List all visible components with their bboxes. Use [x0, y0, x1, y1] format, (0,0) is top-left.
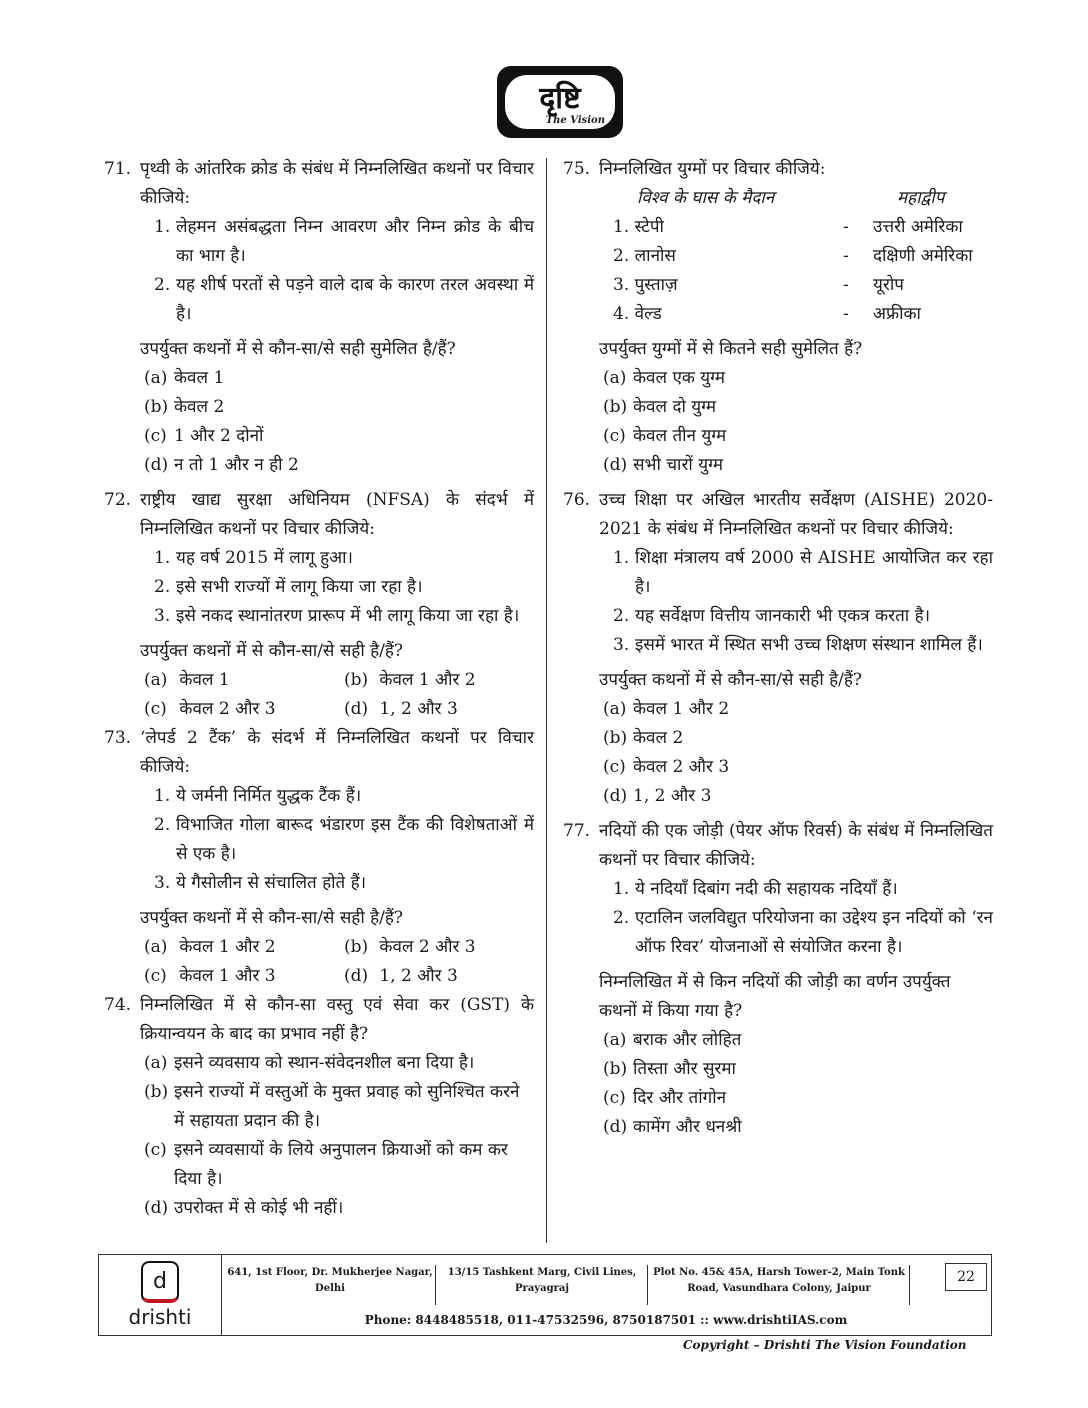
question-number: 76.	[563, 490, 591, 510]
column-heading: महाद्वीप	[897, 188, 945, 208]
option: (d) 1, 2 और 3	[344, 699, 458, 719]
question-71	[104, 155, 534, 213]
statement: 3. इसे नकद स्थानांतरण प्रारूप में भी लागू किया जा रहा है।	[154, 606, 520, 626]
question-77	[563, 817, 993, 875]
question-text: ‘लेपर्ड 2 टैंक’ के संदर्भ में निम्नलिखित कथनों पर विचार कीजिये:	[140, 728, 534, 777]
question-76	[563, 486, 993, 544]
address-delhi: 641, 1st Floor, Dr. Mukherjee Nagar, Delhi	[225, 1265, 436, 1305]
question-text: राष्ट्रीय खाद्य सुरक्षा अधिनियम (NFSA) के संदर्भ में निम्नलिखित कथनों पर विचार कीजिये:	[140, 490, 534, 539]
pairs-header	[563, 184, 993, 213]
column-divider	[546, 158, 547, 1243]
question-72	[104, 486, 534, 544]
statement: 1. यह वर्ष 2015 में लागू हुआ।	[154, 548, 353, 568]
address-jaipur: Plot No. 45& 45A, Harsh Tower-2, Main Tonk Road, Vasundhara Colony, Jaipur	[649, 1265, 910, 1305]
statement: 1. ये नदियाँ दिबांग नदी की सहायक नदियाँ हैं।	[613, 879, 898, 899]
option: (c) केवल 2 और 3	[603, 757, 730, 777]
question-74	[104, 991, 534, 1049]
pair-row: 3. पुस्ताज़ - यूरोप	[613, 275, 904, 295]
question-number: 75.	[563, 159, 591, 179]
statement: 2. यह शीर्ष परतों से पड़ने वाले दाब के कारण तरल अवस्था में है।	[154, 275, 534, 324]
question-ask: उपर्युक्त कथनों में से कौन-सा/से सही सुमेलित है/हैं?	[140, 339, 456, 359]
option: (d) सभी चारों युग्म	[603, 455, 724, 475]
option: (a) इसने व्यवसाय को स्थान-संवेदनशील बना दिया है।	[144, 1053, 475, 1073]
option: (c) केवल तीन युग्म	[603, 426, 727, 446]
drishti-logo	[497, 66, 623, 138]
option: (b) केवल दो युग्म	[603, 397, 717, 417]
question-75	[563, 155, 993, 184]
option: (d) 1, 2 और 3	[603, 786, 712, 806]
drishti-icon: d	[141, 1261, 179, 1303]
question-text: निम्नलिखित में से कौन-सा वस्तु एवं सेवा कर (GST) के क्रियान्वयन के बाद का प्रभाव नहीं है?	[140, 995, 534, 1044]
statement: 1. शिक्षा मंत्रालय वर्ष 2000 से AISHE आयोजित कर रहा है।	[613, 548, 993, 597]
question-number: 71.	[104, 159, 132, 179]
option: (c) 1 और 2 दोनों	[144, 426, 264, 446]
options-grid	[104, 666, 534, 724]
question-text: निम्नलिखित युग्मों पर विचार कीजिये:	[599, 159, 826, 179]
option: (d) 1, 2 और 3	[344, 966, 458, 986]
option: (d) उपरोक्त में से कोई भी नहीं।	[144, 1198, 344, 1218]
option: (a) केवल 1 और 2	[144, 937, 276, 957]
brand-name: drishti	[128, 1305, 192, 1329]
question-73	[104, 724, 534, 782]
question-number: 73.	[104, 728, 132, 748]
option: (d) कामेंग और धनश्री	[603, 1117, 742, 1137]
statement: 2. इसे सभी राज्यों में लागू किया जा रहा है।	[154, 577, 423, 597]
option: (c) दिर और तांगोन	[603, 1088, 727, 1108]
statement: 1. ये जर्मनी निर्मित युद्धक टैंक हैं।	[154, 786, 362, 806]
option: (c) केवल 2 और 3	[144, 699, 276, 719]
question-ask: उपर्युक्त युग्मों में से कितने सही सुमेलित हैं?	[599, 339, 863, 359]
option: (b) केवल 2	[603, 728, 684, 748]
question-text: उच्च शिक्षा पर अखिल भारतीय सर्वेक्षण (AISHE) 2020-2021 के संबंध में निम्नलिखित कथनों पर विचार कीजिये:	[599, 490, 993, 539]
option: (a) केवल 1 और 2	[603, 699, 730, 719]
statement: 2. विभाजित गोला बारूद भंडारण इस टैंक की विशेषताओं में से एक है।	[154, 815, 534, 864]
question-number: 77.	[563, 821, 591, 841]
question-text: पृथ्वी के आंतरिक क्रोड के संबंध में निम्नलिखित कथनों पर विचार कीजिये:	[140, 159, 534, 208]
question-ask: उपर्युक्त कथनों में से कौन-सा/से सही है/हैं?	[599, 670, 863, 690]
question-ask: उपर्युक्त कथनों में से कौन-सा/से सही है/हैं?	[140, 641, 404, 661]
option: (b) तिस्ता और सुरमा	[603, 1059, 736, 1079]
option: (d) न तो 1 और न ही 2	[144, 455, 299, 475]
statement: 3. इसमें भारत में स्थित सभी उच्च शिक्षण संस्थान शामिल हैं।	[613, 635, 983, 655]
page-number: 22	[945, 1263, 987, 1291]
question-ask: निम्नलिखित में से किन नदियों की जोड़ी का वर्णन उपर्युक्त कथनों में किया गया है?	[599, 972, 951, 1021]
option: (b) केवल 2 और 3	[344, 937, 476, 957]
statement: 2. एटालिन जलविद्युत परियोजना का उद्देश्य इन नदियों को ‘रन ऑफ रिवर’ योजनाओं से संयोजित करना है।	[613, 908, 993, 957]
statement: 3. ये गैसोलीन से संचालित होते हैं।	[154, 873, 367, 893]
right-column	[563, 155, 993, 1142]
logo-subtitle: The Vision	[545, 115, 605, 126]
question-ask: उपर्युक्त कथनों में से कौन-सा/से सही है/हैं?	[140, 908, 404, 928]
copyright: Copyright – Drishti The Vision Foundation	[683, 1338, 967, 1352]
page-footer	[98, 1254, 992, 1336]
column-heading: विश्व के घास के मैदान	[637, 188, 775, 208]
option: (b) केवल 2	[144, 397, 225, 417]
address-prayagraj: 13/15 Tashkent Marg, Civil Lines, Prayagraj	[437, 1265, 648, 1305]
question-text: नदियों की एक जोड़ी (पेयर ऑफ रिवर्स) के संबंध में निम्नलिखित कथनों पर विचार कीजिये:	[599, 821, 993, 870]
pair-row: 4. वेल्ड - अफ्रीका	[613, 304, 921, 324]
pair-row: 2. लानोस - दक्षिणी अमेरिका	[613, 246, 973, 266]
footer-logo	[99, 1255, 222, 1335]
question-number: 74.	[104, 995, 132, 1015]
option: (b) इसने राज्यों में वस्तुओं के मुक्त प्रवाह को सुनिश्चित करने में सहायता प्रदान की है।	[144, 1082, 520, 1131]
contact-line: Phone: 8448485518, 011-47532596, 8750187501 :: www.drishtiIAS.com	[364, 1313, 848, 1327]
pair-row: 1. स्टेपी - उत्तरी अमेरिका	[613, 217, 963, 237]
statement: 1. लेहमन असंबद्धता निम्न आवरण और निम्न क्रोड के बीच का भाग है।	[154, 217, 534, 266]
option: (c) केवल 1 और 3	[144, 966, 276, 986]
logo-text: दृष्टि	[539, 81, 581, 116]
option: (a) बराक और लोहित	[603, 1030, 742, 1050]
pairs-list	[563, 213, 993, 329]
option: (c) इसने व्यवसायों के लिये अनुपालन क्रियाओं को कम कर दिया है।	[144, 1140, 508, 1189]
option: (a) केवल 1	[144, 368, 225, 388]
statement: 2. यह सर्वेक्षण वित्तीय जानकारी भी एकत्र करता है।	[613, 606, 931, 626]
question-number: 72.	[104, 490, 132, 510]
option: (a) केवल 1	[144, 670, 230, 690]
option: (a) केवल एक युग्म	[603, 368, 726, 388]
option: (b) केवल 1 और 2	[344, 670, 476, 690]
left-column	[104, 155, 534, 1223]
options-grid	[104, 933, 534, 991]
